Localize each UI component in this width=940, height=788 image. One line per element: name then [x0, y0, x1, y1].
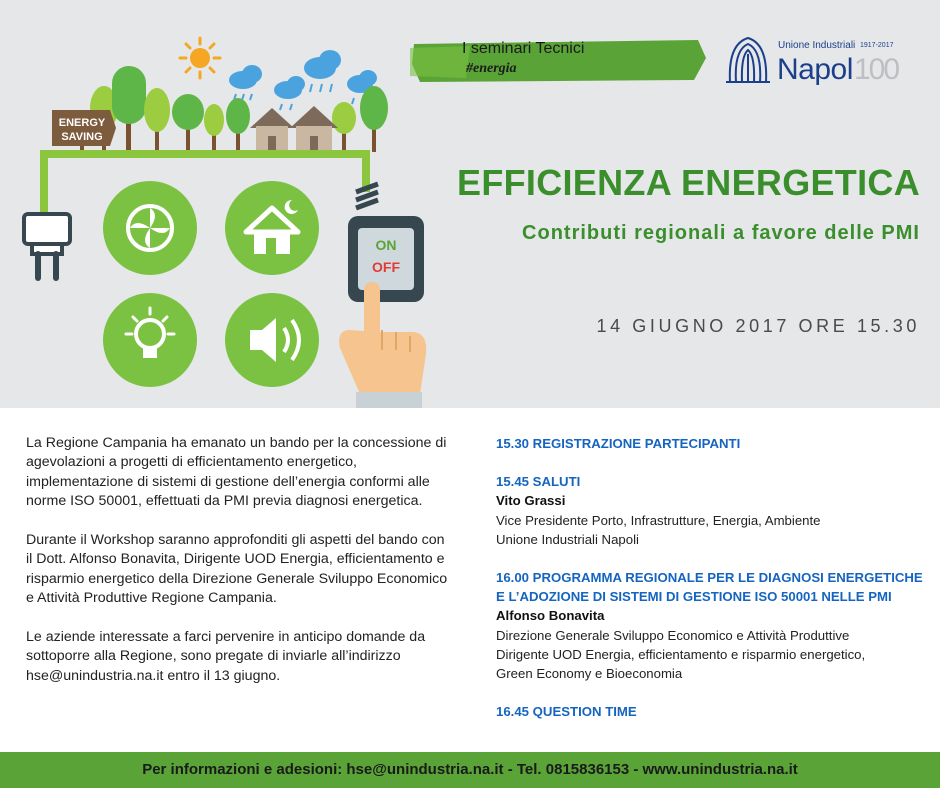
- speaker-name: Vito Grassi: [496, 493, 566, 509]
- event-title: EFFICIENZA ENERGETICA: [457, 162, 920, 203]
- intro-paragraph: Le aziende interessate a farci pervenire in anticipo domande da sottoporre alla Regione, sono pregate di inviarle all’indirizzo hse@unindustria.na.it entro il 13 giugno.: [26, 629, 426, 684]
- agenda-item: [496, 472, 926, 549]
- sign-line-2: SAVING: [61, 131, 103, 143]
- speaker-role: Dirigente UOD Energia, efficientamento e risparmio energetico,: [496, 646, 866, 662]
- sun-icon: [180, 38, 220, 78]
- agenda-item: [496, 434, 926, 453]
- fan-icon: [103, 181, 197, 275]
- agenda-item: [496, 568, 926, 683]
- speaker-role: Vice Presidente Porto, Infrastrutture, Energia, Ambiente: [496, 512, 821, 528]
- intro-paragraph: La Regione Campania ha emanato un bando per la concessione di agevolazioni a progetti di efficientamento energetico, implementazione di sistemi di gestione dell’energia conformi alle norme ISO 50001, effettuati da PMI previa diagnosi energetica.: [26, 435, 447, 510]
- houses-icon: [250, 106, 338, 152]
- speaker-role: Green Economy e Bioeconomia: [496, 666, 683, 682]
- logo-years: 1917-2017: [860, 42, 894, 49]
- series-tag: #energia: [466, 61, 517, 76]
- sign-line-1: ENERGY: [58, 117, 106, 129]
- intro-paragraph: Durante il Workshop saranno approfonditi gli aspetti del bando con il Dott. Alfonso Bonavita, Dirigente UOD Energia, efficientamento e risparmio energetico della Direzione Generale Sviluppo Economico e Attività Produttive Regione Campania.: [26, 532, 448, 607]
- plug-icon: [24, 214, 70, 278]
- agenda-heading: 16.00 PROGRAMMA REGIONALE PER LE DIAGNOSI ENERGETICHE E L’ADOZIONE DI SISTEMI DI GESTIONE ISO 50001 NELLE PMI: [496, 570, 923, 605]
- rain-clouds-icon: [229, 50, 377, 110]
- event-subtitle: Contributi regionali a favore delle PMI: [522, 222, 920, 244]
- speaker-icon: [225, 293, 319, 387]
- switch-on-label: ON: [375, 237, 397, 253]
- light-bulb-icon: [103, 293, 197, 387]
- event-date: 14 GIUGNO 2017 ORE 15.30: [596, 316, 920, 336]
- speaker-role: Unione Industriali Napoli: [496, 531, 639, 547]
- series-title: I seminari Tecnici: [462, 40, 585, 57]
- energy-illustration: [0, 0, 440, 408]
- agenda-heading: 15.45 SALUTI: [496, 474, 581, 490]
- logo-city: Napol: [777, 53, 853, 86]
- cable-coil: [356, 184, 378, 208]
- agenda-heading: 16.45 QUESTION TIME: [496, 704, 637, 720]
- contact-footer: Per informazioni e adesioni: hse@unindustria.na.it - Tel. 0815836153 - www.unindustria.na.it: [0, 752, 940, 788]
- smart-home-icon: [225, 181, 319, 275]
- agenda-item: [496, 702, 926, 721]
- switch-off-label: OFF: [372, 259, 400, 275]
- logo-org-name: Unione Industriali: [778, 40, 856, 51]
- intro-text: [26, 434, 450, 706]
- speaker-name: Alfonso Bonavita: [496, 608, 605, 624]
- speaker-role: Direzione Generale Sviluppo Economico e Attività Produttive: [496, 627, 850, 643]
- on-off-switch: [348, 216, 424, 302]
- program-agenda: [496, 434, 926, 740]
- logo-anniversary: 100: [854, 53, 899, 86]
- agenda-heading: 15.30 REGISTRAZIONE PARTECIPANTI: [496, 436, 741, 451]
- unione-industriali-logo-icon: [722, 34, 774, 86]
